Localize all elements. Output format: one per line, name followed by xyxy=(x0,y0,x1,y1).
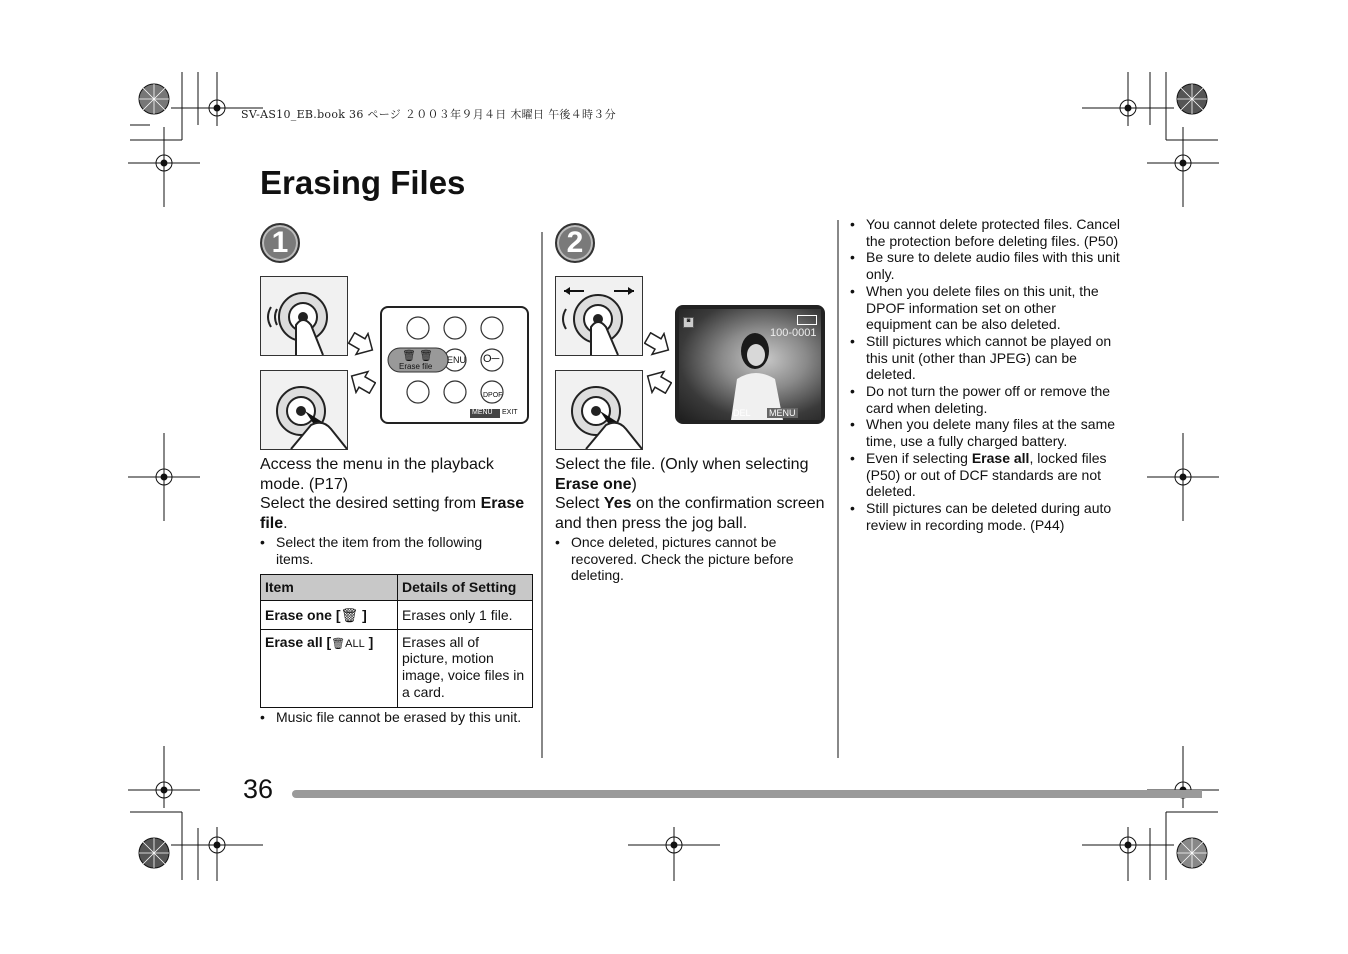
table-row xyxy=(261,629,533,707)
arrow-right-icon xyxy=(644,332,672,356)
note-item: • Even if selecting Erase all, locked files (P50) or out of DCF standards are not deleted. xyxy=(850,450,1122,500)
key-icon: O─ xyxy=(483,353,500,365)
menu-text: ENU xyxy=(447,355,467,365)
person-silhouette xyxy=(679,309,821,420)
step-1-para-1: Access the menu in the playback mode. (P17) xyxy=(260,456,494,493)
table-row xyxy=(261,600,533,629)
step-1-bullet: • Music file cannot be erased by this unit. xyxy=(260,709,522,726)
arrow-right-icon xyxy=(348,332,376,356)
file-number: 100-0001 xyxy=(770,327,817,339)
footer-bar xyxy=(292,790,1172,798)
step-1-bullets-after-table xyxy=(260,709,522,726)
note-item: • Still pictures which cannot be played on this unit (other than JPEG) can be deleted. xyxy=(850,333,1122,383)
step-2-badge: 2 xyxy=(555,223,595,263)
note-item: • When you delete many files at the same time, use a fully charged battery. xyxy=(850,416,1122,449)
table-cell-detail: Erases only 1 file. xyxy=(398,600,533,629)
table-cell-item: Erase one [🗑 ] xyxy=(261,600,398,629)
menu-button-label: MENU xyxy=(472,409,493,416)
battery-icon xyxy=(797,315,817,325)
step-1-bullets xyxy=(260,534,522,567)
note-item: • You cannot delete protected files. Cancel the protection before deleting files. (P50) xyxy=(850,216,1122,249)
page-title: Erasing Files xyxy=(260,164,466,201)
jog-ball-press-illustration xyxy=(260,276,348,356)
table-header-item: Item xyxy=(261,575,398,601)
erase-file-icon: 🗑 🗑 xyxy=(402,350,433,362)
step-1-bullet: • Select the item from the following items. xyxy=(260,534,522,567)
step-2-para-2: Select Yes on the confirmation screen and then press the jog ball. xyxy=(555,495,825,532)
note-item: • Be sure to delete audio files with this unit only. xyxy=(850,249,1122,282)
footer-bar-end xyxy=(1166,790,1202,798)
step-2-bullet: • Once deleted, pictures cannot be recovered. Check the picture before deleting. xyxy=(555,534,817,584)
jog-ball-left-right-illustration xyxy=(555,276,643,356)
arrow-left-icon xyxy=(644,370,672,394)
jog-ball-push-illustration xyxy=(260,370,348,450)
step-1-para-2: Select the desired setting from Erase file. xyxy=(260,495,525,532)
notes-list xyxy=(850,216,1122,533)
step-1-text xyxy=(260,455,530,533)
del-text: DEL xyxy=(733,408,751,418)
menu-button-label: MENU xyxy=(769,408,796,418)
jog-ball-push-illustration-2 xyxy=(555,370,643,450)
column-divider-1 xyxy=(541,232,543,758)
table-cell-item: Erase all [🗑ALL ] xyxy=(261,629,398,707)
note-item: • Still pictures can be deleted during auto review in recording mode. (P44) xyxy=(850,500,1122,533)
step-1-badge: 1 xyxy=(260,223,300,263)
note-item: • Do not turn the power off or remove the card when deleting. xyxy=(850,383,1122,416)
step-2-para-1: Select the file. (Only when selecting Erase one) xyxy=(555,456,809,493)
page-number: 36 xyxy=(243,774,274,804)
print-header: SV-AS10_EB.book 36 ページ ２００３年９月４日 木曜日 午後４時３分 xyxy=(241,108,616,121)
exit-text: EXIT xyxy=(502,409,518,416)
column-divider-2 xyxy=(837,220,839,758)
arrow-left-icon xyxy=(348,370,376,394)
erase-all-icon: 🗑ALL xyxy=(331,637,365,650)
step-2-text xyxy=(555,455,829,533)
table-header-details: Details of Setting xyxy=(398,575,533,601)
menu-erase-label: Erase file xyxy=(399,362,433,371)
protect-icon: ◙ xyxy=(683,317,694,328)
erase-settings-table xyxy=(260,574,533,708)
note-item: • When you delete files on this unit, the DPOF information set on other equipment can be also deleted. xyxy=(850,283,1122,333)
table-cell-detail: Erases all of picture, motion image, voice files in a card. xyxy=(398,629,533,707)
dpof-text: DPOF xyxy=(483,392,503,399)
photo-screen xyxy=(675,305,825,424)
menu-screen xyxy=(380,306,529,424)
erase-one-icon: 🗑 xyxy=(340,606,359,623)
step-2-bullets xyxy=(555,534,817,584)
